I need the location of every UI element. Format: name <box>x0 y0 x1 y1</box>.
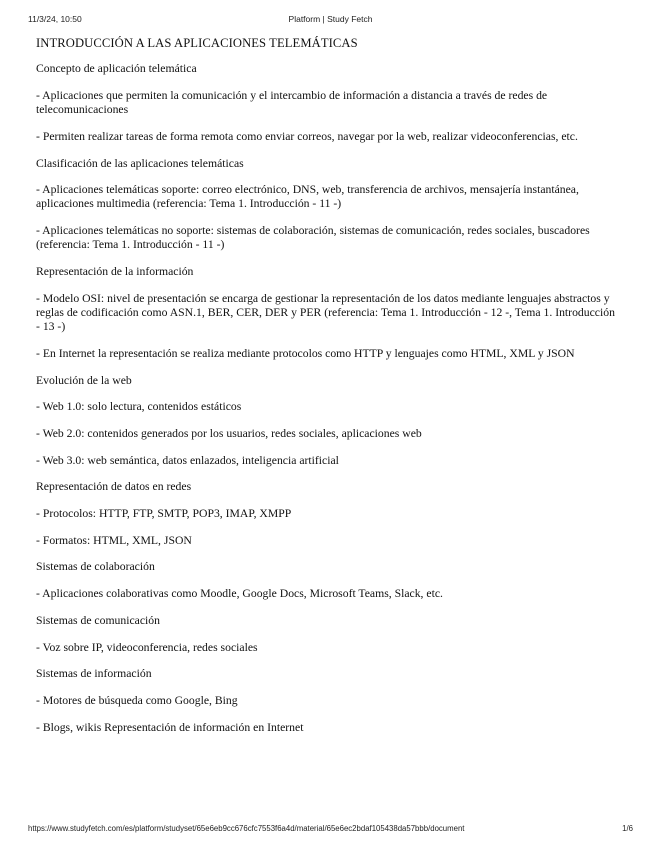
paragraph: - Modelo OSI: nivel de presentación se encarga de gestionar la representación de los datos mediante lenguajes abstractos y reglas de codificación como ASN.1, BER, CER, DER y PER (referencia: Tema 1. Introducción - 12 -, Tema 1. Introducción - 13 -) <box>36 291 615 334</box>
paragraph: - Blogs, wikis Representación de información en Internet <box>36 720 304 734</box>
print-url: https://www.studyfetch.com/es/platform/studyset/65e6eb9cc676cfc7553f6a4d/material/65e6ec2bdaf105438da57bbb/document <box>28 824 465 833</box>
print-footer <box>28 824 633 836</box>
paragraph: - Motores de búsqueda como Google, Bing <box>36 693 238 707</box>
paragraph: - En Internet la representación se realiza mediante protocolos como HTTP y lenguajes como HTML, XML y JSON <box>36 346 575 360</box>
paragraph: - Aplicaciones colaborativas como Moodle, Google Docs, Microsoft Teams, Slack, etc. <box>36 587 443 601</box>
heading-informacion: Sistemas de información <box>36 667 152 681</box>
document-title: INTRODUCCIÓN A LAS APLICACIONES TELEMÁTICAS <box>36 36 358 50</box>
heading-colaboracion: Sistemas de colaboración <box>36 560 155 574</box>
paragraph: - Aplicaciones telemáticas no soporte: sistemas de colaboración, sistemas de comunicación, redes sociales, buscadores (referencia: Tema 1. Introducción - 11 -) <box>36 224 590 252</box>
paragraph: - Protocolos: HTTP, FTP, SMTP, POP3, IMAP, XMPP <box>36 507 292 521</box>
paragraph: - Web 3.0: web semántica, datos enlazados, inteligencia artificial <box>36 453 339 467</box>
document-body <box>36 36 616 747</box>
heading-comunicacion: Sistemas de comunicación <box>36 613 160 627</box>
paragraph: - Voz sobre IP, videoconferencia, redes sociales <box>36 640 258 654</box>
paragraph: - Aplicaciones telemáticas soporte: correo electrónico, DNS, web, transferencia de archivos, mensajería instantánea, aplicaciones multimedia (referencia: Tema 1. Introducción - 11 -) <box>36 183 579 211</box>
paragraph: - Permiten realizar tareas de forma remota como enviar correos, navegar por la web, realizar videoconferencias, etc. <box>36 129 578 143</box>
paragraph: - Web 1.0: solo lectura, contenidos estáticos <box>36 400 242 414</box>
heading-concepto: Concepto de aplicación telemática <box>36 62 197 76</box>
paragraph: - Web 2.0: contenidos generados por los usuarios, redes sociales, aplicaciones web <box>36 426 422 440</box>
paragraph: - Aplicaciones que permiten la comunicación y el intercambio de información a distancia a través de redes de telecomunicaciones <box>36 88 548 117</box>
heading-representacion: Representación de la información <box>36 265 194 279</box>
print-header <box>28 14 633 26</box>
print-page-title: Platform | Study Fetch <box>288 14 373 24</box>
heading-clasificacion: Clasificación de las aplicaciones telemáticas <box>36 156 244 170</box>
print-datetime: 11/3/24, 10:50 <box>28 14 82 24</box>
heading-datos-redes: Representación de datos en redes <box>36 480 192 494</box>
heading-evolucion-web: Evolución de la web <box>36 373 132 387</box>
paragraph: - Formatos: HTML, XML, JSON <box>36 533 192 547</box>
page-number: 1/6 <box>622 824 633 833</box>
